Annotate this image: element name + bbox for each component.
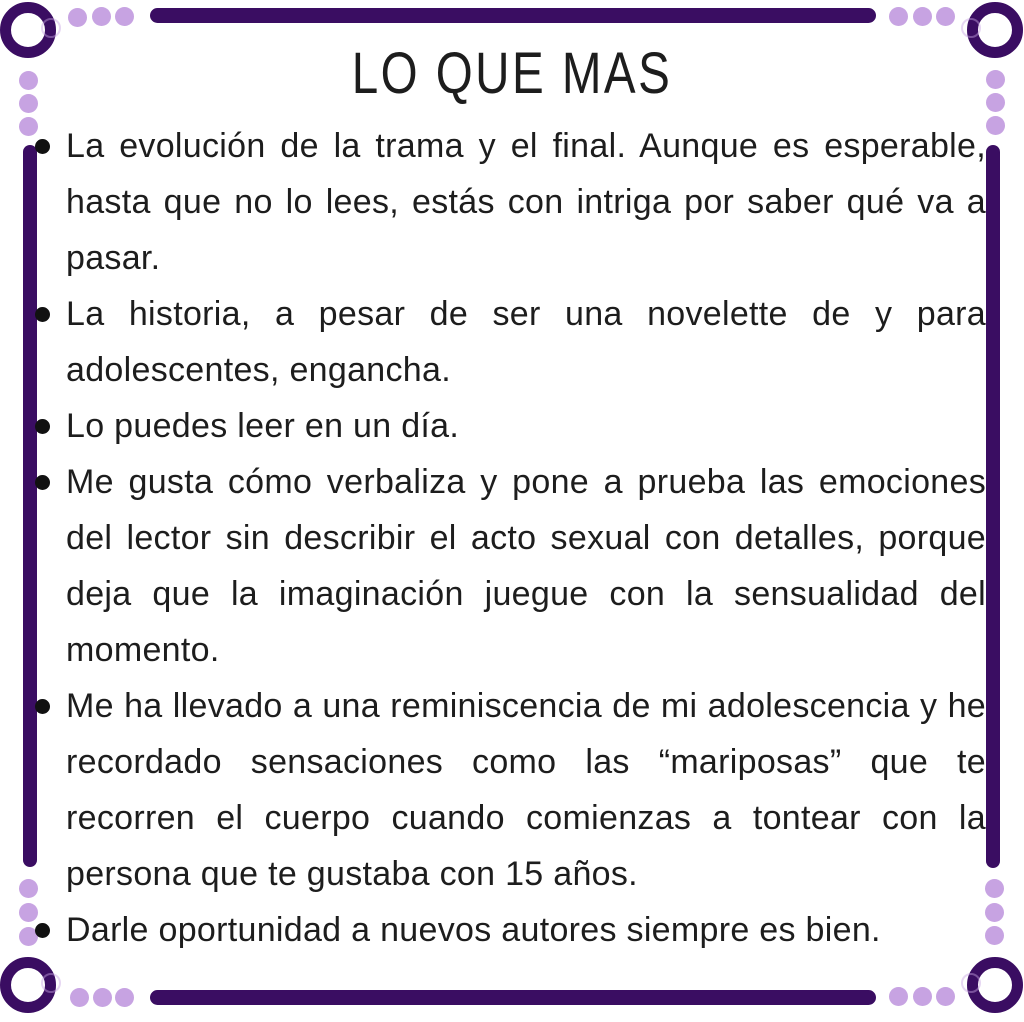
dot-icon xyxy=(936,7,955,26)
list-item-text: La historia, a pesar de ser una novelette de y para adolescentes, engancha. xyxy=(66,295,986,389)
list-item xyxy=(66,454,986,678)
dot-icon xyxy=(936,987,955,1006)
dot-icon xyxy=(986,93,1005,112)
dot-icon xyxy=(70,988,89,1007)
dot-icon xyxy=(19,117,38,136)
list-item xyxy=(66,902,986,958)
dot-icon xyxy=(19,903,38,922)
dot-icon xyxy=(913,987,932,1006)
dot-icon xyxy=(913,7,932,26)
rounded-bar-icon xyxy=(986,145,1000,868)
dot-icon xyxy=(985,926,1004,945)
rounded-bar-icon xyxy=(23,145,37,867)
dot-icon xyxy=(68,8,87,27)
dot-icon xyxy=(115,988,134,1007)
dot-icon xyxy=(889,7,908,26)
faint-circle-icon xyxy=(41,18,61,38)
dot-icon xyxy=(115,7,134,26)
rounded-bar-icon xyxy=(150,8,876,23)
faint-circle-icon xyxy=(961,18,981,38)
list-item xyxy=(66,286,986,398)
highlights-section xyxy=(66,118,986,958)
list-item-text: Lo puedes leer en un día. xyxy=(66,407,460,445)
dot-icon xyxy=(985,879,1004,898)
highlights-list xyxy=(66,118,986,958)
dot-icon xyxy=(19,94,38,113)
dot-icon xyxy=(19,71,38,90)
list-item-text: Darle oportunidad a nuevos autores siempre es bien. xyxy=(66,911,881,949)
dot-icon xyxy=(92,7,111,26)
dot-icon xyxy=(985,903,1004,922)
dot-icon xyxy=(986,116,1005,135)
dot-icon xyxy=(19,879,38,898)
list-item xyxy=(66,398,986,454)
list-item xyxy=(66,118,986,286)
list-item-text: Me ha llevado a una reminiscencia de mi adolescencia y he recordado sensaciones como las “mariposas” que te recorren el cuerpo cuando comienzas a tontear con la persona que te gustaba con 15 años. xyxy=(66,687,986,893)
dot-icon xyxy=(889,987,908,1006)
list-item-text: Me gusta cómo verbaliza y pone a prueba las emociones del lector sin describir el acto sexual con detalles, porque deja que la imaginación juegue con la sensualidad del momento. xyxy=(66,463,986,669)
dot-icon xyxy=(93,988,112,1007)
rounded-bar-icon xyxy=(150,990,876,1005)
dot-icon xyxy=(986,70,1005,89)
faint-circle-icon xyxy=(41,973,61,993)
list-item xyxy=(66,678,986,902)
faint-circle-icon xyxy=(961,973,981,993)
list-item-text: La evolución de la trama y el final. Aunque es esperable, hasta que no lo lees, estás con intriga por saber qué va a pasar. xyxy=(66,127,986,277)
page-title: LO QUE MAS xyxy=(351,41,673,106)
